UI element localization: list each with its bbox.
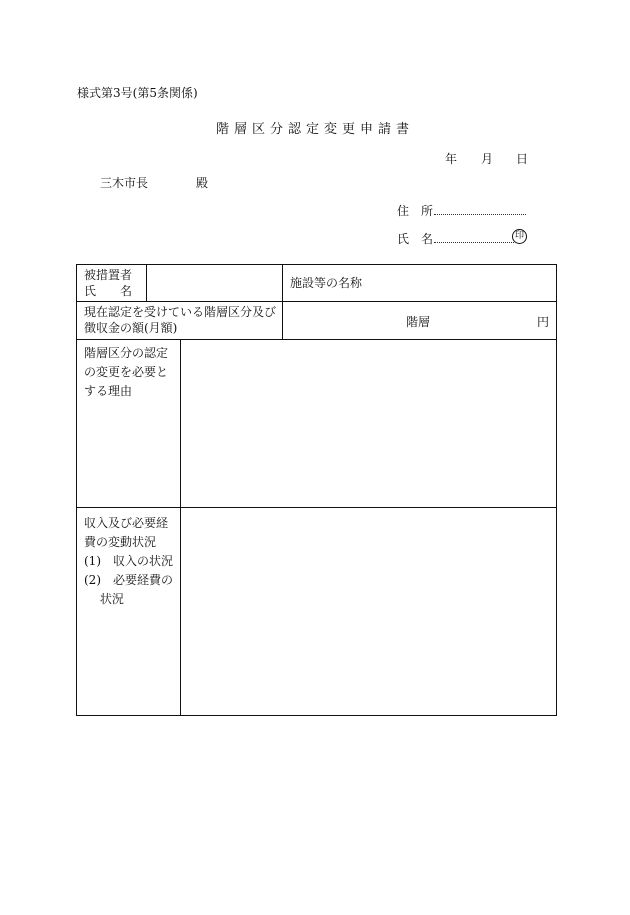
tier-unit: 階層 bbox=[406, 315, 431, 329]
honorific: 殿 bbox=[196, 176, 209, 190]
column-divider bbox=[146, 264, 147, 301]
column-divider bbox=[180, 339, 181, 716]
income-expense-label-line: (2) 必要経費の bbox=[84, 573, 173, 587]
row-divider bbox=[76, 301, 557, 302]
address-label: 住 所 bbox=[397, 204, 434, 218]
change-reason-label-line: する理由 bbox=[84, 384, 133, 398]
person-name-label-line1: 被措置者 bbox=[84, 268, 133, 282]
table-border-left bbox=[76, 264, 77, 716]
table-border-right bbox=[556, 264, 557, 716]
column-divider bbox=[282, 264, 283, 339]
yen-unit: 円 bbox=[537, 315, 550, 329]
row-divider bbox=[76, 339, 557, 340]
date-month-label: 月 bbox=[481, 152, 494, 166]
income-expense-label-line: 費の変動状況 bbox=[84, 535, 157, 549]
document-title: 階層区分認定変更申請書 bbox=[215, 122, 414, 137]
name-label: 氏 名 bbox=[397, 232, 434, 246]
current-tier-label-line1: 現在認定を受けている階層区分及び bbox=[84, 305, 277, 319]
income-expense-label-line: (1) 収入の状況 bbox=[84, 554, 173, 568]
current-tier-label bbox=[84, 304, 276, 336]
facility-name-label: 施設等の名称 bbox=[290, 276, 363, 290]
address-field[interactable] bbox=[434, 214, 526, 215]
form-number: 様式第3号(第5条関係) bbox=[77, 86, 198, 100]
income-expense-label bbox=[84, 514, 173, 609]
change-reason-label-line: の変更を必要と bbox=[84, 365, 169, 379]
income-expense-label-line: 収入及び必要経 bbox=[84, 516, 169, 530]
change-reason-label-line: 階層区分の認定 bbox=[84, 346, 169, 360]
seal-mark: 印 bbox=[512, 229, 527, 244]
person-name-label bbox=[84, 267, 132, 299]
table-border-top bbox=[76, 264, 557, 265]
addressee: 三木市長 bbox=[100, 176, 149, 190]
change-reason-value[interactable] bbox=[188, 346, 548, 501]
current-tier-label-line2: 徴収金の額(月額) bbox=[84, 321, 178, 335]
name-field[interactable] bbox=[434, 242, 514, 243]
row-divider bbox=[76, 507, 557, 508]
date-year-label: 年 bbox=[445, 152, 458, 166]
income-expense-value[interactable] bbox=[188, 516, 548, 706]
table-border-bottom bbox=[76, 715, 557, 716]
date-day-label: 日 bbox=[516, 152, 529, 166]
application-table bbox=[76, 264, 557, 716]
income-expense-label-line: 状況 bbox=[84, 592, 124, 606]
change-reason-label bbox=[84, 344, 168, 401]
person-name-label-line2: 氏 名 bbox=[84, 284, 133, 298]
